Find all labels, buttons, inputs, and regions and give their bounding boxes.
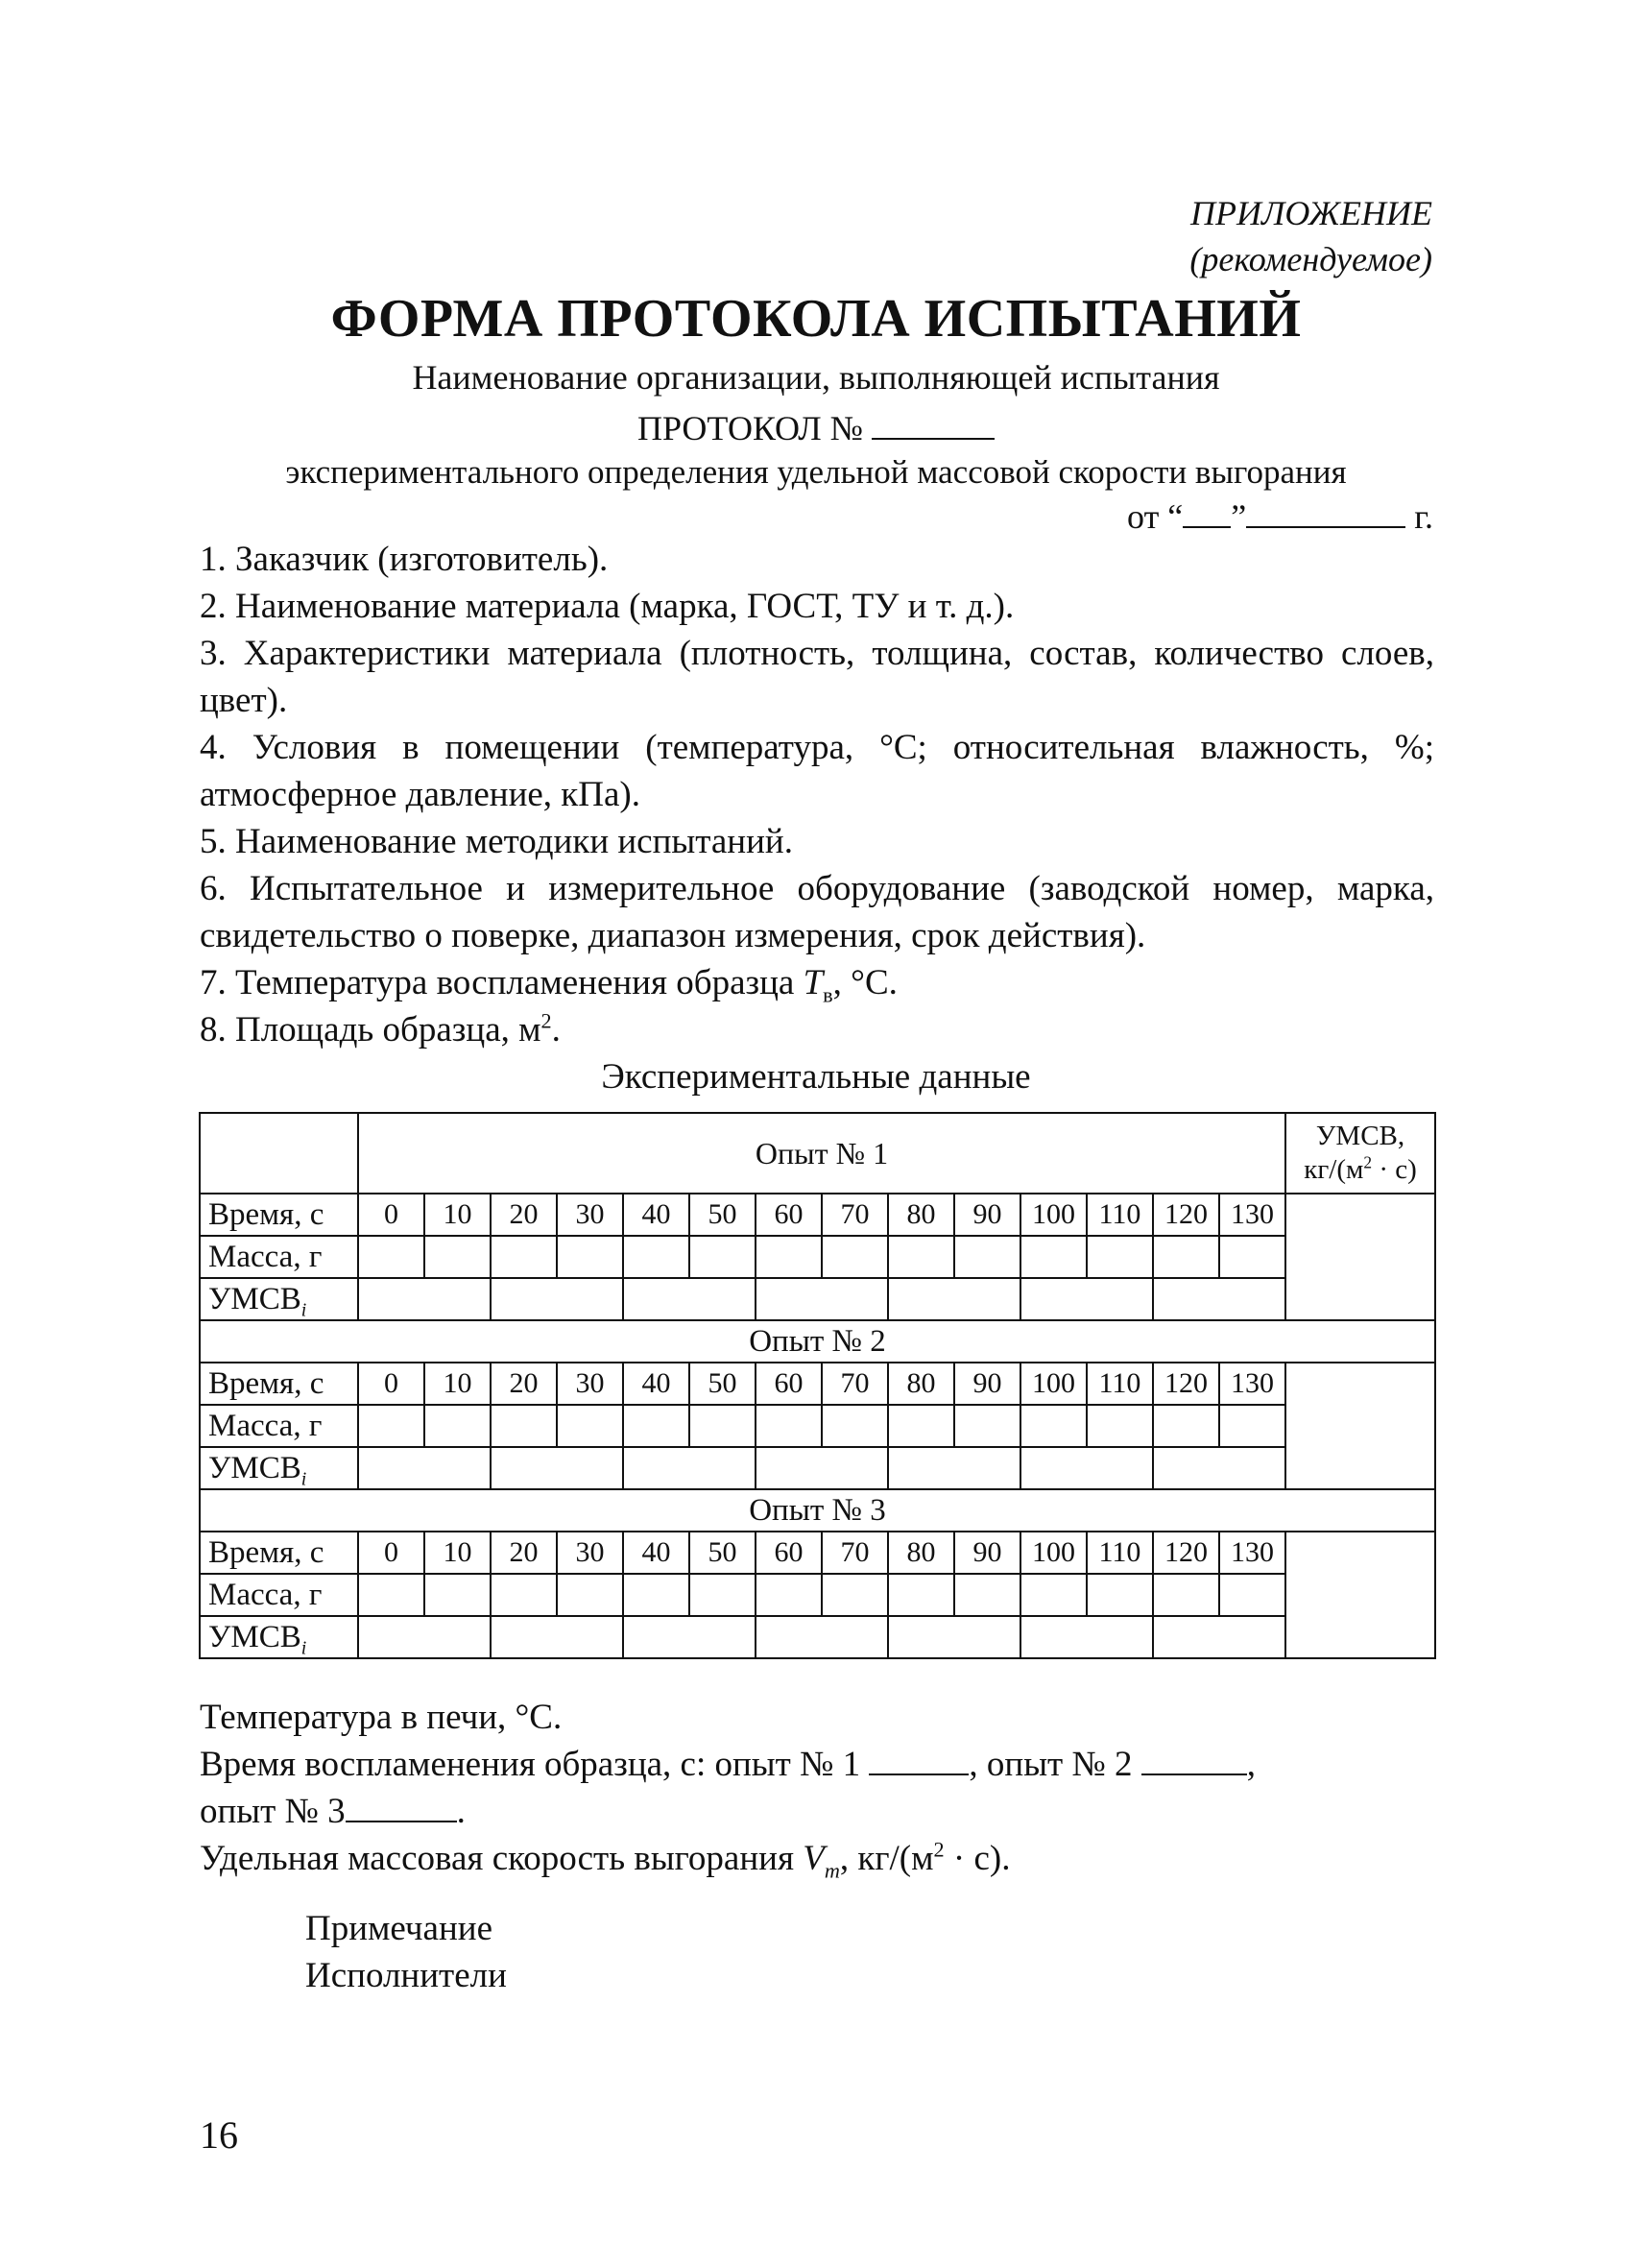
mass-input-cell[interactable] — [358, 1574, 424, 1616]
row-label-time: Время, с — [200, 1532, 358, 1574]
mass-input-cell[interactable] — [424, 1405, 491, 1447]
table-row — [200, 1405, 1435, 1447]
time-cell: 90 — [954, 1194, 1020, 1236]
table-row — [200, 1236, 1435, 1278]
mass-input-cell[interactable] — [557, 1574, 623, 1616]
umsv-i-input-cell[interactable] — [756, 1447, 888, 1489]
time-cell: 10 — [424, 1532, 491, 1574]
table-row — [200, 1194, 1435, 1236]
mass-input-cell[interactable] — [557, 1405, 623, 1447]
time-cell: 20 — [491, 1194, 557, 1236]
list-item: 4. Условия в помещении (температура, °С; относительная влажность, %; атмосферное давление, кПа). — [200, 728, 1434, 814]
time-cell: 50 — [689, 1194, 756, 1236]
protocol-date-line — [1127, 495, 1433, 537]
mass-input-cell[interactable] — [1153, 1405, 1219, 1447]
umsv-i-input-cell[interactable] — [491, 1616, 623, 1658]
time-cell: 120 — [1153, 1532, 1219, 1574]
umsv-i-input-cell[interactable] — [1153, 1447, 1285, 1489]
protocol-number-line — [0, 407, 1632, 448]
time-cell: 0 — [358, 1532, 424, 1574]
note-label: Примечание — [305, 1909, 492, 1948]
mass-input-cell[interactable] — [1087, 1236, 1153, 1278]
protocol-number-label: ПРОТОКОЛ № — [636, 409, 864, 447]
time-cell: 40 — [623, 1532, 689, 1574]
experiment-2-header: Опыт № 2 — [200, 1320, 1435, 1363]
protocol-items-list — [200, 536, 1434, 1053]
page-number: 16 — [200, 2113, 238, 2157]
row-label-mass: Масса, г — [200, 1236, 358, 1278]
time-cell: 50 — [689, 1363, 756, 1405]
mass-input-cell[interactable] — [491, 1236, 557, 1278]
mass-input-cell[interactable] — [689, 1236, 756, 1278]
time-cell: 30 — [557, 1363, 623, 1405]
time-cell: 20 — [491, 1363, 557, 1405]
date-year-suffix: г. — [1414, 497, 1433, 536]
time-cell: 50 — [689, 1532, 756, 1574]
experimental-data-table — [199, 1112, 1436, 1659]
umsv-i-input-cell[interactable] — [623, 1616, 756, 1658]
row-label-umsv-i: $УМСВ_i$ — [200, 1278, 358, 1320]
mass-input-cell[interactable] — [888, 1405, 954, 1447]
mass-input-cell[interactable] — [1087, 1574, 1153, 1616]
date-quote: ” — [1231, 497, 1247, 536]
table-row — [200, 1278, 1435, 1320]
row-label-mass: Масса, г — [200, 1574, 358, 1616]
date-day-blank[interactable] — [1183, 495, 1231, 528]
time-cell: 130 — [1219, 1194, 1285, 1236]
mass-input-cell[interactable] — [1153, 1236, 1219, 1278]
mass-input-cell[interactable] — [1153, 1574, 1219, 1616]
time-cell: 110 — [1087, 1194, 1153, 1236]
mass-input-cell[interactable] — [1219, 1574, 1285, 1616]
time-cell: 60 — [756, 1532, 822, 1574]
experiment-3-header: Опыт № 3 — [200, 1489, 1435, 1532]
ignition-exp1-blank[interactable] — [869, 1743, 969, 1775]
experiment-band-row — [200, 1320, 1435, 1363]
time-cell: 40 — [623, 1194, 689, 1236]
mass-input-cell[interactable] — [888, 1574, 954, 1616]
time-cell: 90 — [954, 1363, 1020, 1405]
mass-input-cell[interactable] — [954, 1236, 1020, 1278]
time-cell: 70 — [822, 1363, 888, 1405]
mass-input-cell[interactable] — [491, 1574, 557, 1616]
mass-input-cell[interactable] — [888, 1236, 954, 1278]
umsv-i-input-cell[interactable] — [1020, 1616, 1153, 1658]
umsv-i-input-cell[interactable] — [1020, 1447, 1153, 1489]
ignition-time-line-2: опыт № 3 . — [200, 1792, 466, 1831]
ignition-time-line: Время воспламенения образца, с: опыт № 1 , опыт № 2 , — [200, 1745, 1257, 1784]
time-cell: 10 — [424, 1194, 491, 1236]
umsv-i-input-cell[interactable] — [358, 1447, 491, 1489]
umsv-i-input-cell[interactable] — [623, 1447, 756, 1489]
time-cell: 0 — [358, 1194, 424, 1236]
ignition-exp2-blank[interactable] — [1141, 1743, 1247, 1775]
umsv-i-input-cell[interactable] — [491, 1447, 623, 1489]
umsv-i-input-cell[interactable] — [888, 1616, 1020, 1658]
mass-input-cell[interactable] — [689, 1574, 756, 1616]
mass-input-cell[interactable] — [424, 1236, 491, 1278]
ignition-exp3-blank[interactable] — [346, 1790, 457, 1822]
mass-input-cell[interactable] — [1219, 1236, 1285, 1278]
page-title: ФОРМА ПРОТОКОЛА ИСПЫТАНИЙ — [330, 289, 1302, 349]
time-cell: 30 — [557, 1532, 623, 1574]
experimental-data-caption: Экспериментальные данные — [601, 1057, 1031, 1097]
time-cell: 120 — [1153, 1194, 1219, 1236]
time-cell: 100 — [1020, 1363, 1087, 1405]
list-item: 2. Наименование материала (марка, ГОСТ, ТУ и т. д.). — [200, 587, 1015, 626]
mass-input-cell[interactable] — [822, 1405, 888, 1447]
time-cell: 70 — [822, 1194, 888, 1236]
list-item: 6. Испытательное и измерительное оборудование (заводской номер, марка, свидетельство о поверке, диапазон измерения, срок действия). — [200, 869, 1434, 955]
organization-name-line: Наименование организации, выполняющей испытания — [412, 358, 1220, 397]
mass-input-cell[interactable] — [623, 1574, 689, 1616]
mass-input-cell[interactable] — [1020, 1405, 1087, 1447]
umsv-i-input-cell[interactable] — [1020, 1278, 1153, 1320]
table-row — [200, 1447, 1435, 1489]
time-cell: 40 — [623, 1363, 689, 1405]
umsv-i-input-cell[interactable] — [491, 1278, 623, 1320]
time-cell: 30 — [557, 1194, 623, 1236]
mass-input-cell[interactable] — [1020, 1574, 1087, 1616]
table-row — [200, 1574, 1435, 1616]
umsv-i-input-cell[interactable] — [358, 1278, 491, 1320]
time-cell: 120 — [1153, 1363, 1219, 1405]
appendix-label — [1189, 190, 1432, 282]
appendix-line1: ПРИЛОЖЕНИЕ — [1190, 194, 1432, 232]
list-item: 1. Заказчик (изготовитель). — [200, 540, 609, 579]
time-cell: 70 — [822, 1532, 888, 1574]
header-empty-cell — [200, 1113, 358, 1194]
mass-input-cell[interactable] — [623, 1236, 689, 1278]
umsv-i-input-cell[interactable] — [888, 1278, 1020, 1320]
umsv-header: УМСВ, $кг/(м^2 \cdot с)$ — [1285, 1113, 1435, 1194]
umsv-result-cell[interactable] — [1285, 1363, 1435, 1489]
time-cell: 80 — [888, 1194, 954, 1236]
time-cell: 20 — [491, 1532, 557, 1574]
time-cell: 110 — [1087, 1532, 1153, 1574]
mass-input-cell[interactable] — [1020, 1236, 1087, 1278]
time-cell: 100 — [1020, 1532, 1087, 1574]
mass-input-cell[interactable] — [491, 1405, 557, 1447]
umsv-result-cell[interactable] — [1285, 1532, 1435, 1658]
oven-temperature-line: Температура в печи, °С. — [200, 1698, 563, 1737]
post-table-section — [200, 1694, 1256, 1882]
umsv-i-input-cell[interactable] — [358, 1616, 491, 1658]
time-cell: 0 — [358, 1363, 424, 1405]
mass-input-cell[interactable] — [424, 1574, 491, 1616]
row-label-time: Время, с — [200, 1363, 358, 1405]
list-item: 7. Температура воспламенения образца $T_в$, °С. — [200, 963, 898, 1007]
burning-rate-line: Удельная массовая скорость выгорания $V_m$, $кг/(м^2 \cdot с)$. — [200, 1837, 1011, 1883]
umsv-i-input-cell[interactable] — [1153, 1278, 1285, 1320]
mass-input-cell[interactable] — [1087, 1405, 1153, 1447]
protocol-subject: экспериментального определения удельной массовой скорости выгорания — [285, 453, 1347, 491]
umsv-result-cell[interactable] — [1285, 1194, 1435, 1320]
time-cell: 10 — [424, 1363, 491, 1405]
umsv-i-input-cell[interactable] — [1153, 1616, 1285, 1658]
time-cell: 100 — [1020, 1194, 1087, 1236]
time-cell: 130 — [1219, 1363, 1285, 1405]
experiment-1-header: Опыт № 1 — [358, 1113, 1285, 1194]
appendix-line2: (рекомендуемое) — [1189, 240, 1432, 278]
date-prefix: от “ — [1127, 497, 1184, 536]
list-item: 5. Наименование методики испытаний. — [200, 822, 793, 861]
executors-label: Исполнители — [305, 1956, 507, 1995]
list-item: 8. Площадь образца, $м^2$. — [200, 1008, 561, 1050]
time-cell: 80 — [888, 1532, 954, 1574]
row-label-umsv-i: $УМСВ_i$ — [200, 1447, 358, 1489]
mass-input-cell[interactable] — [358, 1236, 424, 1278]
time-cell: 60 — [756, 1363, 822, 1405]
table-row — [200, 1616, 1435, 1658]
mass-input-cell[interactable] — [623, 1405, 689, 1447]
table-header-row — [200, 1113, 1435, 1194]
time-cell: 130 — [1219, 1532, 1285, 1574]
date-month-blank[interactable] — [1246, 495, 1405, 528]
time-cell: 90 — [954, 1532, 1020, 1574]
list-item: 3. Характеристики материала (плотность, толщина, состав, количество слоев, цвет). — [200, 634, 1434, 720]
umsv-i-input-cell[interactable] — [623, 1278, 756, 1320]
mass-input-cell[interactable] — [954, 1574, 1020, 1616]
mass-input-cell[interactable] — [756, 1236, 822, 1278]
mass-input-cell[interactable] — [954, 1405, 1020, 1447]
mass-input-cell[interactable] — [689, 1405, 756, 1447]
umsv-i-input-cell[interactable] — [888, 1447, 1020, 1489]
table-row — [200, 1363, 1435, 1405]
umsv-i-input-cell[interactable] — [756, 1616, 888, 1658]
mass-input-cell[interactable] — [1219, 1405, 1285, 1447]
mass-input-cell[interactable] — [557, 1236, 623, 1278]
umsv-i-input-cell[interactable] — [756, 1278, 888, 1320]
notes-section — [305, 1905, 507, 1999]
protocol-number-blank[interactable] — [872, 407, 995, 440]
mass-input-cell[interactable] — [358, 1405, 424, 1447]
time-cell: 80 — [888, 1363, 954, 1405]
mass-input-cell[interactable] — [822, 1236, 888, 1278]
mass-input-cell[interactable] — [756, 1574, 822, 1616]
table-row — [200, 1532, 1435, 1574]
mass-input-cell[interactable] — [822, 1574, 888, 1616]
time-cell: 110 — [1087, 1363, 1153, 1405]
experiment-band-row — [200, 1489, 1435, 1532]
row-label-umsv-i: $УМСВ_i$ — [200, 1616, 358, 1658]
row-label-mass: Масса, г — [200, 1405, 358, 1447]
row-label-time: Время, с — [200, 1194, 358, 1236]
mass-input-cell[interactable] — [756, 1405, 822, 1447]
time-cell: 60 — [756, 1194, 822, 1236]
